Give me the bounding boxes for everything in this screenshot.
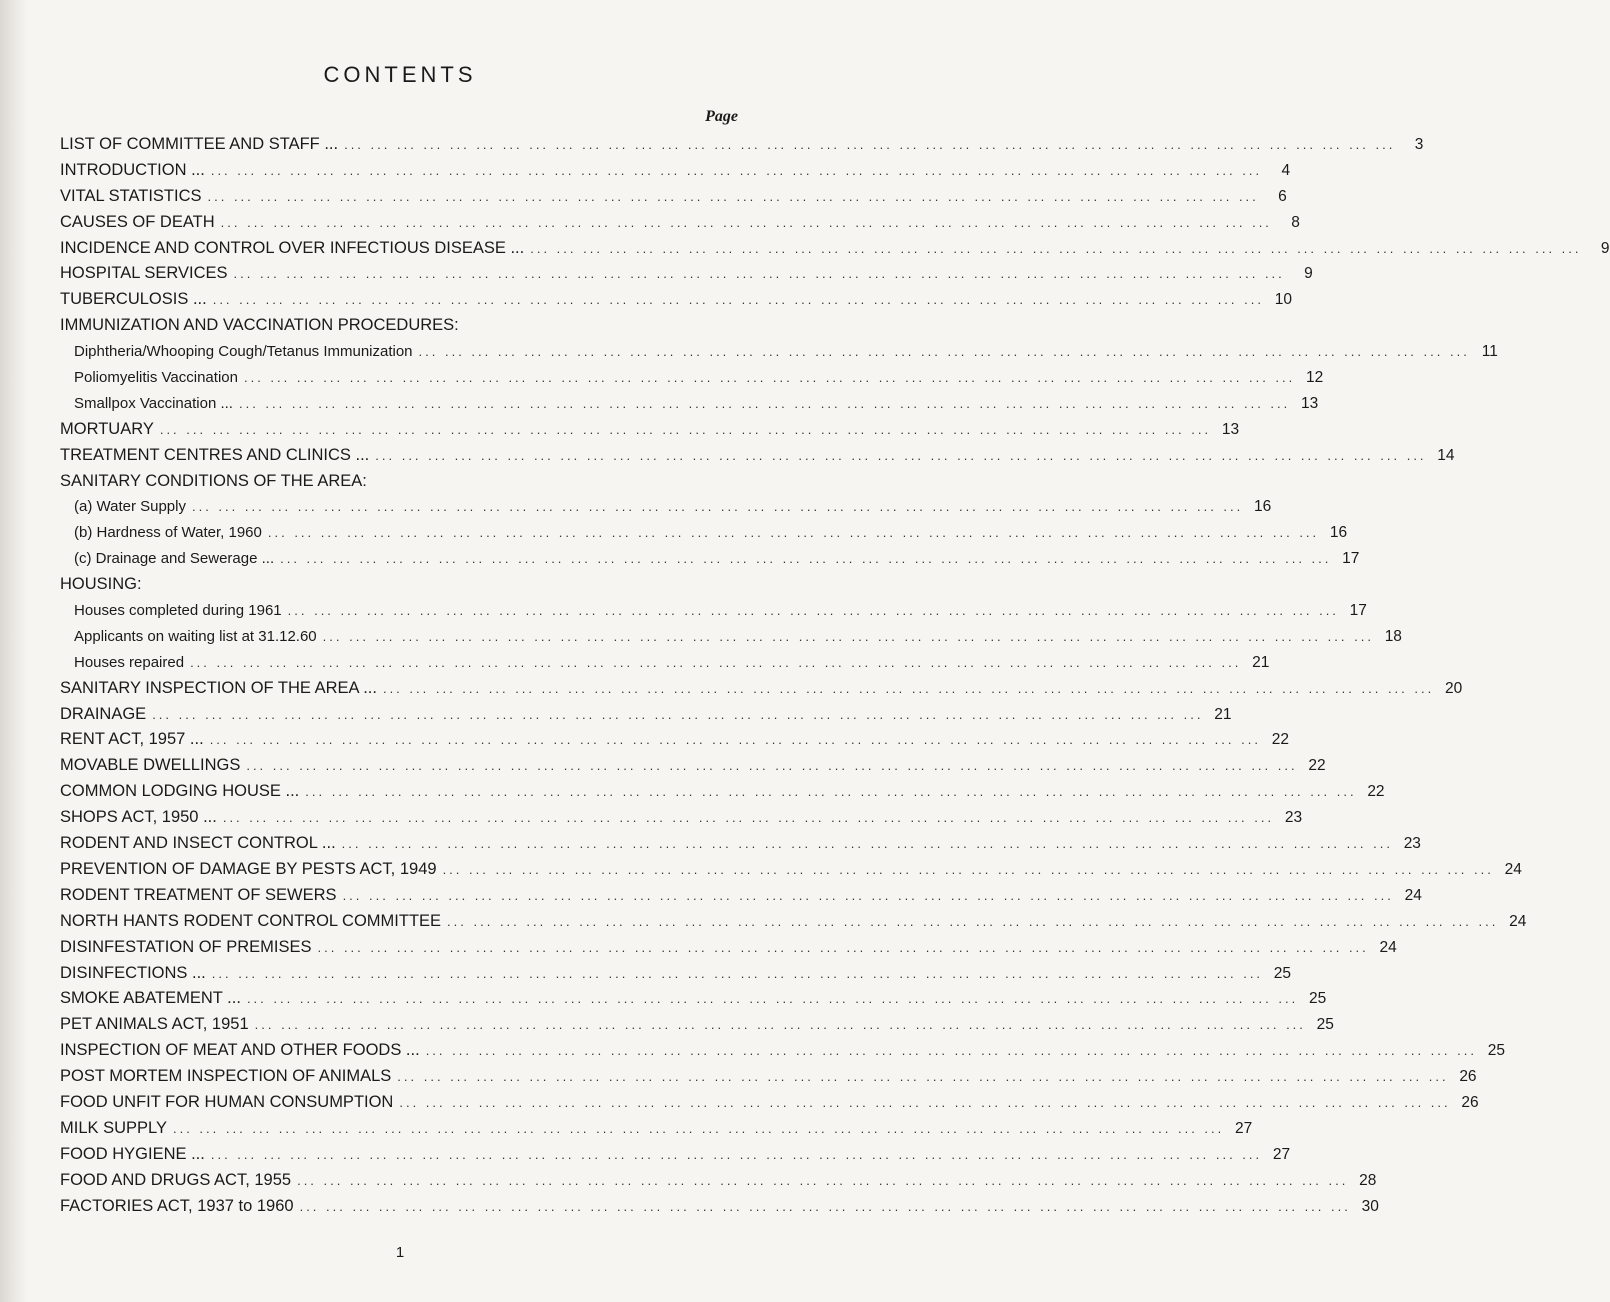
toc-entry (60, 443, 1455, 469)
dot-leader: ... ... ... ... ... ... ... ... ... ... ... ... ... ... ... ... ... ... ... ... ... ... ... ... ... ... ... ... ... ... ... ... ... ... ... ... ... ... ... ... (342, 887, 1394, 903)
toc-entry-page: 25 (1273, 964, 1292, 982)
toc-entry (60, 210, 1300, 236)
toc-entry (60, 831, 1421, 857)
toc-entry-label: SANITARY INSPECTION OF THE AREA ... (60, 678, 377, 697)
toc-entry-label: PET ANIMALS ACT, 1951 (60, 1015, 249, 1034)
toc-entry-page: 13 (1221, 420, 1240, 438)
toc-entry (60, 1090, 1479, 1116)
dot-leader: ... ... ... ... ... ... ... ... ... ... ... ... ... ... ... ... ... ... ... ... ... ... ... ... ... ... ... ... ... ... ... ... ... ... ... ... ... ... ... ... (254, 1017, 1306, 1033)
toc-entry (60, 986, 1327, 1012)
toc-entry-label: TUBERCULOSIS ... (60, 290, 207, 309)
dot-leader: ... ... ... ... ... ... ... ... ... ... ... ... ... ... ... ... ... ... ... ... ... ... ... ... ... ... ... ... ... ... ... ... ... ... ... ... ... ... ... ... (238, 395, 1291, 411)
toc-entry-label: Houses completed during 1961 (74, 602, 282, 620)
toc-entry (60, 805, 1303, 831)
toc-entry-label: INSPECTION OF MEAT AND OTHER FOODS ... (60, 1041, 420, 1060)
dot-leader: ... ... ... ... ... ... ... ... ... ... ... ... ... ... ... ... ... ... ... ... ... ... ... ... ... ... ... ... ... ... ... ... ... ... ... ... ... ... ... ... (209, 732, 1261, 748)
dot-leader: ... ... ... ... ... ... ... ... ... ... ... ... ... ... ... ... ... ... ... ... ... ... ... ... ... ... ... ... ... ... ... ... ... ... ... ... ... ... ... ... (344, 137, 1396, 152)
dot-leader: ... ... ... ... ... ... ... ... ... ... ... ... ... ... ... ... ... ... ... ... ... ... ... ... ... ... ... ... ... ... ... ... ... ... ... ... ... ... ... ... (210, 162, 1263, 178)
toc-entry (60, 132, 1424, 158)
toc-entry-label: CAUSES OF DEATH (60, 212, 215, 231)
dot-leader: ... ... ... ... ... ... ... ... ... ... ... ... ... ... ... ... ... ... ... ... ... ... ... ... ... ... ... ... ... ... ... ... ... ... ... ... ... ... ... ... (341, 836, 1393, 852)
toc-entry-label: INTRODUCTION ... (60, 160, 205, 179)
toc-entry-label: Houses repaired (74, 653, 185, 671)
toc-entry-page: 25 (1316, 1016, 1334, 1034)
toc-entry-page: 17 (1349, 602, 1367, 620)
toc-entry-page: 4 (1281, 161, 1291, 179)
dot-leader: ... ... ... ... ... ... ... ... ... ... ... ... ... ... ... ... ... ... ... ... ... ... ... ... ... ... ... ... ... ... ... ... ... ... ... ... ... ... ... ... (299, 1198, 1351, 1214)
dot-leader: ... ... ... ... ... ... ... ... ... ... ... ... ... ... ... ... ... ... ... ... ... ... ... ... ... ... ... ... ... ... ... ... ... ... ... ... ... ... ... ... (267, 525, 1320, 541)
toc-subentry (60, 546, 1360, 572)
toc-entry (60, 1116, 1253, 1142)
toc-entry (60, 313, 742, 339)
dot-leader: ... ... ... ... ... ... ... ... ... ... ... ... ... ... ... ... ... ... ... ... ... ... ... ... ... ... ... ... ... ... ... ... ... ... ... ... ... ... ... ... (447, 913, 1499, 929)
toc-subentry (60, 365, 1324, 391)
dot-leader: ... ... ... ... ... ... ... ... ... ... ... ... ... ... ... ... ... ... ... ... ... ... ... ... ... ... ... ... ... ... ... ... ... ... ... ... ... ... ... ... (191, 499, 1244, 515)
toc-entry (60, 1064, 1477, 1090)
toc-entry-page: 25 (1308, 990, 1327, 1008)
toc-entry-page: 24 (1509, 912, 1527, 930)
dot-leader: ... ... ... ... ... ... ... ... ... ... ... ... ... ... ... ... ... ... ... ... ... ... ... ... ... ... ... ... ... ... ... ... ... ... ... ... ... ... ... ... (317, 939, 1369, 955)
toc-entry-page: 24 (1504, 860, 1522, 878)
toc-entry-page: 21 (1252, 653, 1270, 671)
dot-leader: ... ... ... ... ... ... ... ... ... ... ... ... ... ... ... ... ... ... ... ... ... ... ... ... ... ... ... ... ... ... ... ... ... ... ... ... ... ... ... ... (246, 758, 1298, 774)
toc-entry-label: RENT ACT, 1957 ... (60, 730, 204, 749)
dot-leader: ... ... ... ... ... ... ... ... ... ... ... ... ... ... ... ... ... ... ... ... ... ... ... ... ... ... ... ... ... ... ... ... ... ... ... ... ... ... ... ... (211, 965, 1264, 981)
toc-subentry (60, 520, 1348, 546)
toc-entry-page: 3 (1414, 136, 1424, 153)
toc-entry-label: Smallpox Vaccination ... (74, 394, 233, 412)
toc-entry-page: 16 (1254, 498, 1272, 516)
toc-entry-label: FOOD HYGIENE ... (60, 1144, 205, 1163)
table-of-contents (60, 132, 1610, 1219)
toc-entry (60, 287, 1292, 313)
dot-leader: ... ... ... ... ... ... ... ... ... ... ... ... ... ... ... ... ... ... ... ... ... ... ... ... ... ... ... ... ... ... ... ... ... ... ... ... ... ... ... ... (190, 654, 1242, 670)
toc-entry-page: 23 (1284, 809, 1303, 827)
toc-entry (60, 961, 1292, 987)
toc-entry-label: SHOPS ACT, 1950 ... (60, 808, 217, 827)
toc-entry-page: 24 (1379, 938, 1397, 956)
toc-subentry (60, 494, 1272, 520)
dot-leader: ... ... ... ... ... ... ... ... ... ... ... ... ... ... ... ... ... ... ... ... ... ... ... ... ... ... ... ... ... ... ... ... ... ... ... ... ... ... ... ... (246, 991, 1299, 1007)
toc-entry-page: 25 (1487, 1042, 1505, 1060)
dot-leader: ... ... ... ... ... ... ... ... ... ... ... ... ... ... ... ... ... ... ... ... ... ... ... ... ... ... ... ... ... ... ... ... ... ... ... ... ... ... ... ... (322, 628, 1374, 644)
dot-leader: ... ... ... ... ... ... ... ... ... ... ... ... ... ... ... ... ... ... ... ... ... ... ... ... ... ... ... ... ... ... ... ... ... ... ... ... ... ... ... ... (152, 706, 1204, 722)
toc-entry-page: 9 (1304, 265, 1313, 283)
toc-entry (60, 261, 1313, 287)
toc-entry-label: DISINFESTATION OF PREMISES (60, 937, 312, 956)
toc-entry-page: 21 (1214, 705, 1232, 723)
toc-entry (60, 184, 1287, 210)
toc-entry-page: 28 (1359, 1171, 1377, 1189)
toc-entry-label: MILK SUPPLY (60, 1118, 167, 1137)
toc-entry (60, 676, 1463, 702)
toc-entry-label: Applicants on waiting list at 31.12.60 (74, 627, 317, 645)
toc-entry-page: 14 (1437, 446, 1455, 464)
toc-entry-page: 9 (1600, 239, 1610, 257)
toc-entry-page: 22 (1367, 783, 1385, 801)
toc-entry-page: 27 (1272, 1145, 1291, 1163)
toc-entry-page: 11 (1481, 343, 1498, 361)
toc-entry-page: 22 (1271, 731, 1289, 749)
toc-entry-label: MOVABLE DWELLINGS (60, 756, 241, 775)
dot-leader: ... ... ... ... ... ... ... ... ... ... ... ... ... ... ... ... ... ... ... ... ... ... ... ... ... ... ... ... ... ... ... ... ... ... ... ... ... ... ... ... (159, 421, 1212, 437)
dot-leader: ... ... ... ... ... ... ... ... ... ... ... ... ... ... ... ... ... ... ... ... ... ... ... ... ... ... ... ... ... ... ... ... ... ... ... ... ... ... ... ... (222, 810, 1275, 826)
toc-subentry (60, 624, 1402, 650)
dot-leader: ... ... ... ... ... ... ... ... ... ... ... ... ... ... ... ... ... ... ... ... ... ... ... ... ... ... ... ... ... ... ... ... ... ... ... ... ... ... ... ... (305, 784, 1357, 800)
dot-leader: ... ... ... ... ... ... ... ... ... ... ... ... ... ... ... ... ... ... ... ... ... ... ... ... ... ... ... ... ... ... ... ... ... ... ... ... ... ... ... ... (287, 603, 1339, 619)
dot-leader: ... ... ... ... ... ... ... ... ... ... ... ... ... ... ... ... ... ... ... ... ... ... ... ... ... ... ... ... ... ... ... ... ... ... ... ... ... ... ... ... (418, 344, 1470, 360)
toc-entry (60, 469, 742, 495)
toc-entry (60, 1012, 1334, 1038)
toc-entry-label: SMOKE ABATEMENT ... (60, 989, 241, 1008)
toc-entry-page: 26 (1459, 1068, 1477, 1086)
toc-entry-label: NORTH HANTS RODENT CONTROL COMMITTEE (60, 911, 442, 930)
toc-entry (60, 417, 1240, 443)
dot-leader: ... ... ... ... ... ... ... ... ... ... ... ... ... ... ... ... ... ... ... ... ... ... ... ... ... ... ... ... ... ... ... ... ... ... ... ... ... ... ... ... (233, 266, 1285, 282)
toc-entry (60, 702, 1232, 728)
toc-entry-label: HOUSING: (60, 575, 142, 594)
toc-entry-label: LIST OF COMMITTEE AND STAFF ... (60, 135, 339, 153)
toc-entry-page: 17 (1342, 550, 1360, 568)
toc-entry-label: PREVENTION OF DAMAGE BY PESTS ACT, 1949 (60, 859, 437, 878)
toc-subentry (60, 598, 1367, 624)
toc-entry-label: (c) Drainage and Sewerage ... (74, 550, 275, 568)
toc-entry-label: MORTUARY (60, 419, 154, 438)
toc-entry-page: 20 (1444, 679, 1463, 697)
toc-entry-label: (a) Water Supply (74, 498, 186, 516)
toc-entry (60, 1194, 1379, 1220)
toc-entry-label: VITAL STATISTICS (60, 186, 202, 205)
toc-entry-label: HOSPITAL SERVICES (60, 264, 228, 283)
toc-entry (60, 158, 1291, 184)
toc-entry (60, 753, 1326, 779)
dot-leader: ... ... ... ... ... ... ... ... ... ... ... ... ... ... ... ... ... ... ... ... ... ... ... ... ... ... ... ... ... ... ... ... ... ... ... ... ... ... ... ... (172, 1120, 1225, 1136)
toc-entry-label: (b) Hardness of Water, 1960 (74, 524, 262, 542)
toc-entry-label: TREATMENT CENTRES AND CLINICS ... (60, 445, 370, 464)
toc-entry-page: 10 (1274, 291, 1292, 309)
toc-entry-label: Diphtheria/Whooping Cough/Tetanus Immunization (74, 343, 413, 361)
toc-entry-label: FOOD UNFIT FOR HUMAN CONSUMPTION (60, 1092, 394, 1111)
dot-leader: ... ... ... ... ... ... ... ... ... ... ... ... ... ... ... ... ... ... ... ... ... ... ... ... ... ... ... ... ... ... ... ... ... ... ... ... ... ... ... ... (399, 1094, 1451, 1110)
dot-leader: ... ... ... ... ... ... ... ... ... ... ... ... ... ... ... ... ... ... ... ... ... ... ... ... ... ... ... ... ... ... ... ... ... ... ... ... ... ... ... ... (382, 680, 1435, 696)
toc-entry (60, 935, 1397, 961)
toc-entry (60, 1142, 1291, 1168)
toc-subentry (60, 339, 1498, 365)
toc-entry-page: 6 (1278, 187, 1287, 205)
toc-entry-page: 13 (1301, 394, 1319, 412)
toc-entry-page: 30 (1361, 1197, 1379, 1215)
dot-leader: ... ... ... ... ... ... ... ... ... ... ... ... ... ... ... ... ... ... ... ... ... ... ... ... ... ... ... ... ... ... ... ... ... ... ... ... ... ... ... ... (207, 188, 1259, 204)
toc-entry (60, 909, 1527, 935)
toc-entry-label: DISINFECTIONS ... (60, 963, 206, 982)
toc-entry-page: 18 (1384, 627, 1402, 645)
toc-entry-label: POST MORTEM INSPECTION OF ANIMALS (60, 1067, 392, 1086)
toc-entry (60, 857, 1522, 883)
toc-entry (60, 572, 742, 598)
toc-entry-label: INCIDENCE AND CONTROL OVER INFECTIOUS DISEASE ... (60, 238, 525, 257)
toc-entry-label: Poliomyelitis Vaccination (74, 369, 238, 387)
toc-entry-label: FOOD AND DRUGS ACT, 1955 (60, 1170, 292, 1189)
dot-leader: ... ... ... ... ... ... ... ... ... ... ... ... ... ... ... ... ... ... ... ... ... ... ... ... ... ... ... ... ... ... ... ... ... ... ... ... ... ... ... ... (442, 861, 1494, 877)
dot-leader: ... ... ... ... ... ... ... ... ... ... ... ... ... ... ... ... ... ... ... ... ... ... ... ... ... ... ... ... ... ... ... ... ... ... ... ... ... ... ... ... (425, 1043, 1477, 1059)
dot-leader: ... ... ... ... ... ... ... ... ... ... ... ... ... ... ... ... ... ... ... ... ... ... ... ... ... ... ... ... ... ... ... ... ... ... ... ... ... ... ... ... (375, 447, 1427, 463)
toc-entry-page: 8 (1291, 213, 1300, 231)
toc-entry-page: 24 (1404, 886, 1422, 904)
toc-entry-page: 23 (1403, 835, 1421, 853)
dot-leader: ... ... ... ... ... ... ... ... ... ... ... ... ... ... ... ... ... ... ... ... ... ... ... ... ... ... ... ... ... ... ... ... ... ... ... ... ... ... ... ... (243, 370, 1296, 386)
toc-entry (60, 1168, 1377, 1194)
toc-entry-page: 27 (1235, 1119, 1253, 1137)
dot-leader: ... ... ... ... ... ... ... ... ... ... ... ... ... ... ... ... ... ... ... ... ... ... ... ... ... ... ... ... ... ... ... ... ... ... ... ... ... ... ... ... (220, 214, 1272, 230)
dot-leader: ... ... ... ... ... ... ... ... ... ... ... ... ... ... ... ... ... ... ... ... ... ... ... ... ... ... ... ... ... ... ... ... ... ... ... ... ... ... ... ... (297, 1172, 1349, 1188)
page-edge-shadow (0, 0, 28, 1302)
toc-entry-page: 16 (1329, 524, 1348, 542)
toc-entry-label: SANITARY CONDITIONS OF THE AREA: (60, 471, 367, 490)
toc-entry-label: DRAINAGE (60, 704, 147, 723)
dot-leader: ... ... ... ... ... ... ... ... ... ... ... ... ... ... ... ... ... ... ... ... ... ... ... ... ... ... ... ... ... ... ... ... ... ... ... ... ... ... ... ... (530, 240, 1582, 256)
dot-leader: ... ... ... ... ... ... ... ... ... ... ... ... ... ... ... ... ... ... ... ... ... ... ... ... ... ... ... ... ... ... ... ... ... ... ... ... ... ... ... ... (212, 292, 1264, 308)
toc-entry-label: FACTORIES ACT, 1937 to 1960 (60, 1196, 294, 1215)
toc-entry (60, 883, 1422, 909)
toc-entry-page: 12 (1306, 369, 1324, 387)
toc-entry-label: RODENT AND INSECT CONTROL ... (60, 834, 336, 853)
page-number: 1 (395, 1244, 405, 1261)
toc-entry (60, 779, 1385, 805)
toc-entry-label: COMMON LODGING HOUSE ... (60, 782, 300, 801)
toc-entry-label: IMMUNIZATION AND VACCINATION PROCEDURES: (60, 316, 459, 335)
toc-entry (60, 236, 1610, 262)
dot-leader: ... ... ... ... ... ... ... ... ... ... ... ... ... ... ... ... ... ... ... ... ... ... ... ... ... ... ... ... ... ... ... ... ... ... ... ... ... ... ... ... (397, 1069, 1449, 1085)
toc-entry (60, 1038, 1505, 1064)
toc-entry-page: 26 (1461, 1093, 1479, 1111)
dot-leader: ... ... ... ... ... ... ... ... ... ... ... ... ... ... ... ... ... ... ... ... ... ... ... ... ... ... ... ... ... ... ... ... ... ... ... ... ... ... ... ... (210, 1146, 1263, 1162)
toc-entry (60, 727, 1289, 753)
page-column-label: Page (705, 108, 738, 125)
dot-leader: ... ... ... ... ... ... ... ... ... ... ... ... ... ... ... ... ... ... ... ... ... ... ... ... ... ... ... ... ... ... ... ... ... ... ... ... ... ... ... ... (280, 551, 1332, 567)
page-title: CONTENTS (323, 62, 477, 87)
toc-entry-page: 22 (1308, 757, 1326, 775)
toc-subentry (60, 391, 1319, 417)
toc-subentry (60, 650, 1270, 676)
toc-entry-label: RODENT TREATMENT OF SEWERS (60, 885, 337, 904)
